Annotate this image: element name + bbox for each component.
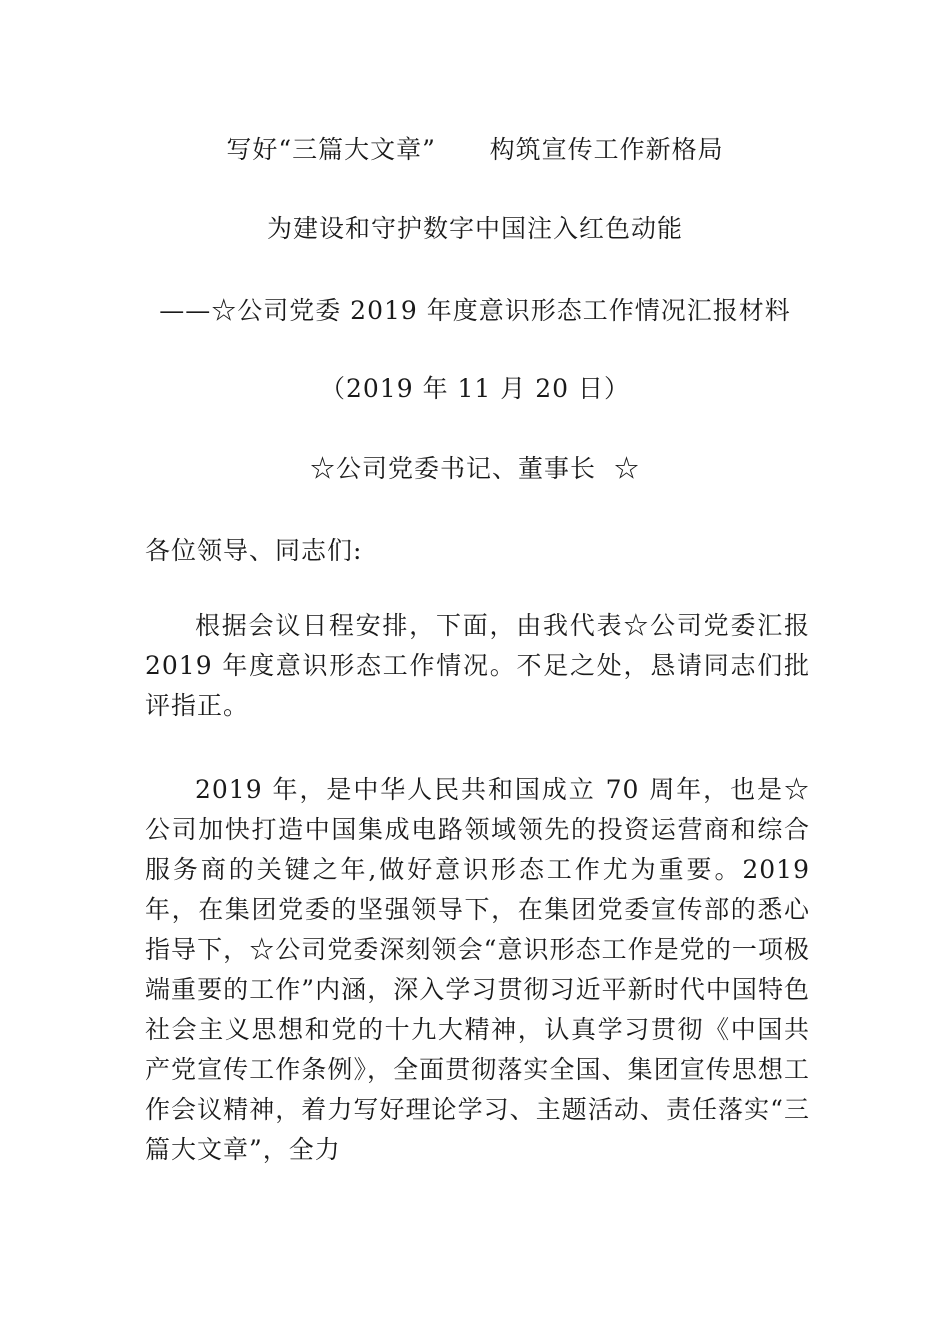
- paragraph-2: 2019 年，是中华人民共和国成立 70 周年，也是☆公司加快打造中国集成电路领域领先的投资运营商和综合服务商的关键之年,做好意识形态工作尤为重要。2019 年，在集团党委的坚强领导下，在集团党委宣传部的悉心指导下，☆公司党委深刻领会“意识形态工作是党的一项极端重要的工作”内涵，深入学习贯彻习近平新时代中国特色社会主义思想和党的十九大精神，认真学习贯彻《中国共产党宣传工作条例》，全面贯彻落实全国、集团宣传思想工作会议精神，着力写好理论学习、主题活动、责任落实“三篇大文章”，全力: [145, 775, 810, 1164]
- date-line: （2019 年 11 月 20 日）: [320, 374, 630, 403]
- title-line-1: 写好“三篇大文章” 构筑宣传工作新格局: [226, 135, 724, 164]
- title-line-3: ——☆公司党委 2019 年度意识形态工作情况汇报材料: [159, 296, 791, 325]
- author-line: ☆公司党委书记、董事长 ☆: [310, 454, 640, 483]
- title-line-2: 为建设和守护数字中国注入红色动能: [266, 214, 683, 243]
- salutation: 各位领导、同志们:: [145, 536, 363, 565]
- paragraph-1: 根据会议日程安排，下面，由我代表☆公司党委汇报 2019 年度意识形态工作情况。不足之处，恳请同志们批评指正。: [145, 611, 810, 720]
